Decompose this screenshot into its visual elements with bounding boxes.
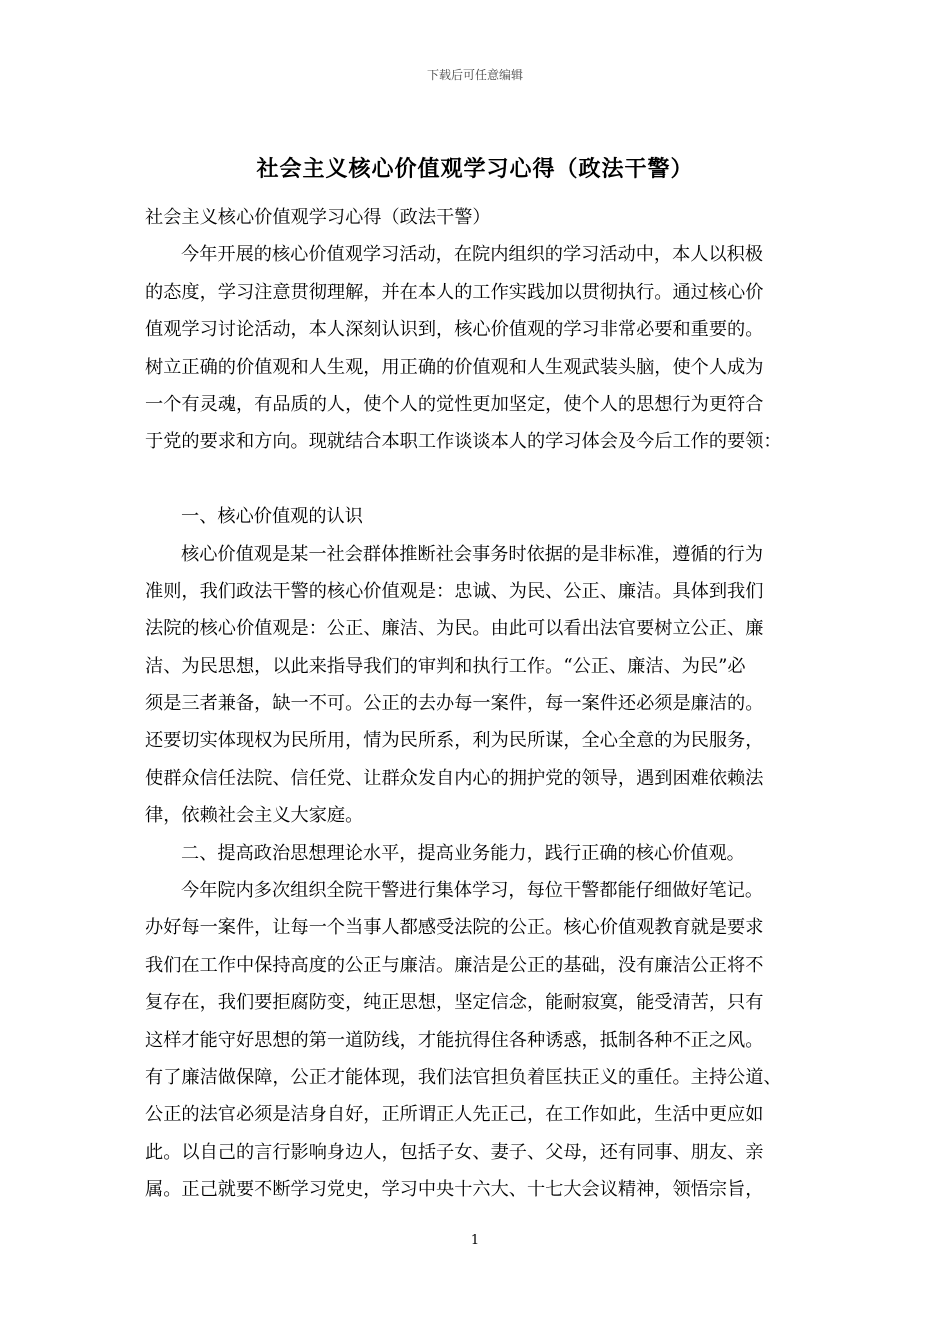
text-line: 属。正己就要不断学习党史，学习中央十六大、十七大会议精神，领悟宗旨， [145, 1179, 764, 1201]
text-line: 复存在，我们要拒腐防变，纯正思想，坚定信念，能耐寂寞，能受清苦，只有 [145, 992, 764, 1014]
document-body [145, 199, 817, 1209]
text-line: 律，依赖社会主义大家庭。 [145, 805, 364, 827]
text-line: 一个有灵魂，有品质的人，使个人的觉性更加坚定，使个人的思想行为更符合 [145, 393, 764, 415]
text-line: 我们在工作中保持高度的公正与廉洁。廉洁是公正的基础，没有廉洁公正将不 [145, 954, 764, 976]
text-line: 使群众信任法院、信任党、让群众发自内心的拥护党的领导，遇到困难依赖法 [145, 767, 764, 789]
text-line: 准则，我们政法干警的核心价值观是：忠诚、为民、公正、廉洁。具体到我们 [145, 580, 764, 602]
paragraph [145, 236, 817, 460]
text-line: 法院的核心价值观是：公正、廉洁、为民。由此可以看出法官要树立公正、廉 [145, 618, 764, 640]
text-line: 的态度，学习注意贯彻理解，并在本人的工作实践加以贯彻执行。通过核心价 [145, 281, 764, 303]
section-heading [145, 835, 817, 872]
page-number: 1 [470, 1233, 480, 1248]
text-line: 树立正确的价值观和人生观，用正确的价值观和人生观武装头脑，使个人成为 [145, 356, 764, 378]
text-line: 此。以自己的言行影响身边人，包括子女、妻子、父母，还有同事、朋友、亲 [145, 1141, 764, 1163]
text-line: 公正的法官必须是洁身自好，正所谓正人先正己，在工作如此，生活中更应如 [145, 1104, 764, 1126]
text-line: 核心价值观是某一社会群体推断社会事务时依据的是非标准，遵循的行为 [181, 543, 764, 565]
text-line: 这样才能守好思想的第一道防线，才能抗得住各种诱惑，抵制各种不正之风。 [145, 1029, 764, 1051]
paragraph [145, 536, 817, 835]
section-heading [145, 498, 817, 535]
text-line: 值观学习讨论活动，本人深刻认识到，核心价值观的学习非常必要和重要的。 [145, 319, 764, 341]
paragraph [145, 872, 817, 1209]
text-line: 洁、为民思想，以此来指导我们的审判和执行工作。“公正、廉洁、为民”必 [145, 655, 746, 677]
text-line: 一、核心价值观的认识 [181, 506, 363, 528]
text-line: 于党的要求和方向。现就结合本职工作谈谈本人的学习体会及今后工作的要领： [145, 431, 782, 453]
text-line: 须是三者兼备，缺一不可。公正的去办每一案件，每一案件还必须是廉洁的。 [145, 693, 764, 715]
text-line: 还要切实体现权为民所用，情为民所系，利为民所谋，全心全意的为民服务， [145, 730, 764, 752]
text-line: 今年院内多次组织全院干警进行集体学习，每位干警都能仔细做好笔记。 [181, 880, 764, 902]
text-line: 有了廉洁做保障，公正才能体现，我们法官担负着匡扶正义的重任。主持公道、 [145, 1066, 782, 1088]
subtitle-line: 社会主义核心价值观学习心得（政法干警） [145, 207, 491, 228]
document-title: 社会主义核心价值观学习心得（政法干警） [256, 156, 694, 182]
blank-line [145, 461, 817, 498]
text-line: 今年开展的核心价值观学习活动，在院内组织的学习活动中，本人以积极 [181, 244, 764, 266]
page-header: 下载后可任意编辑 [426, 68, 523, 82]
text-line: 办好每一案件，让每一个当事人都感受法院的公正。核心价值观教育就是要求 [145, 917, 764, 939]
text-line: 二、提高政治思想理论水平，提高业务能力，践行正确的核心价值观。 [181, 842, 745, 864]
